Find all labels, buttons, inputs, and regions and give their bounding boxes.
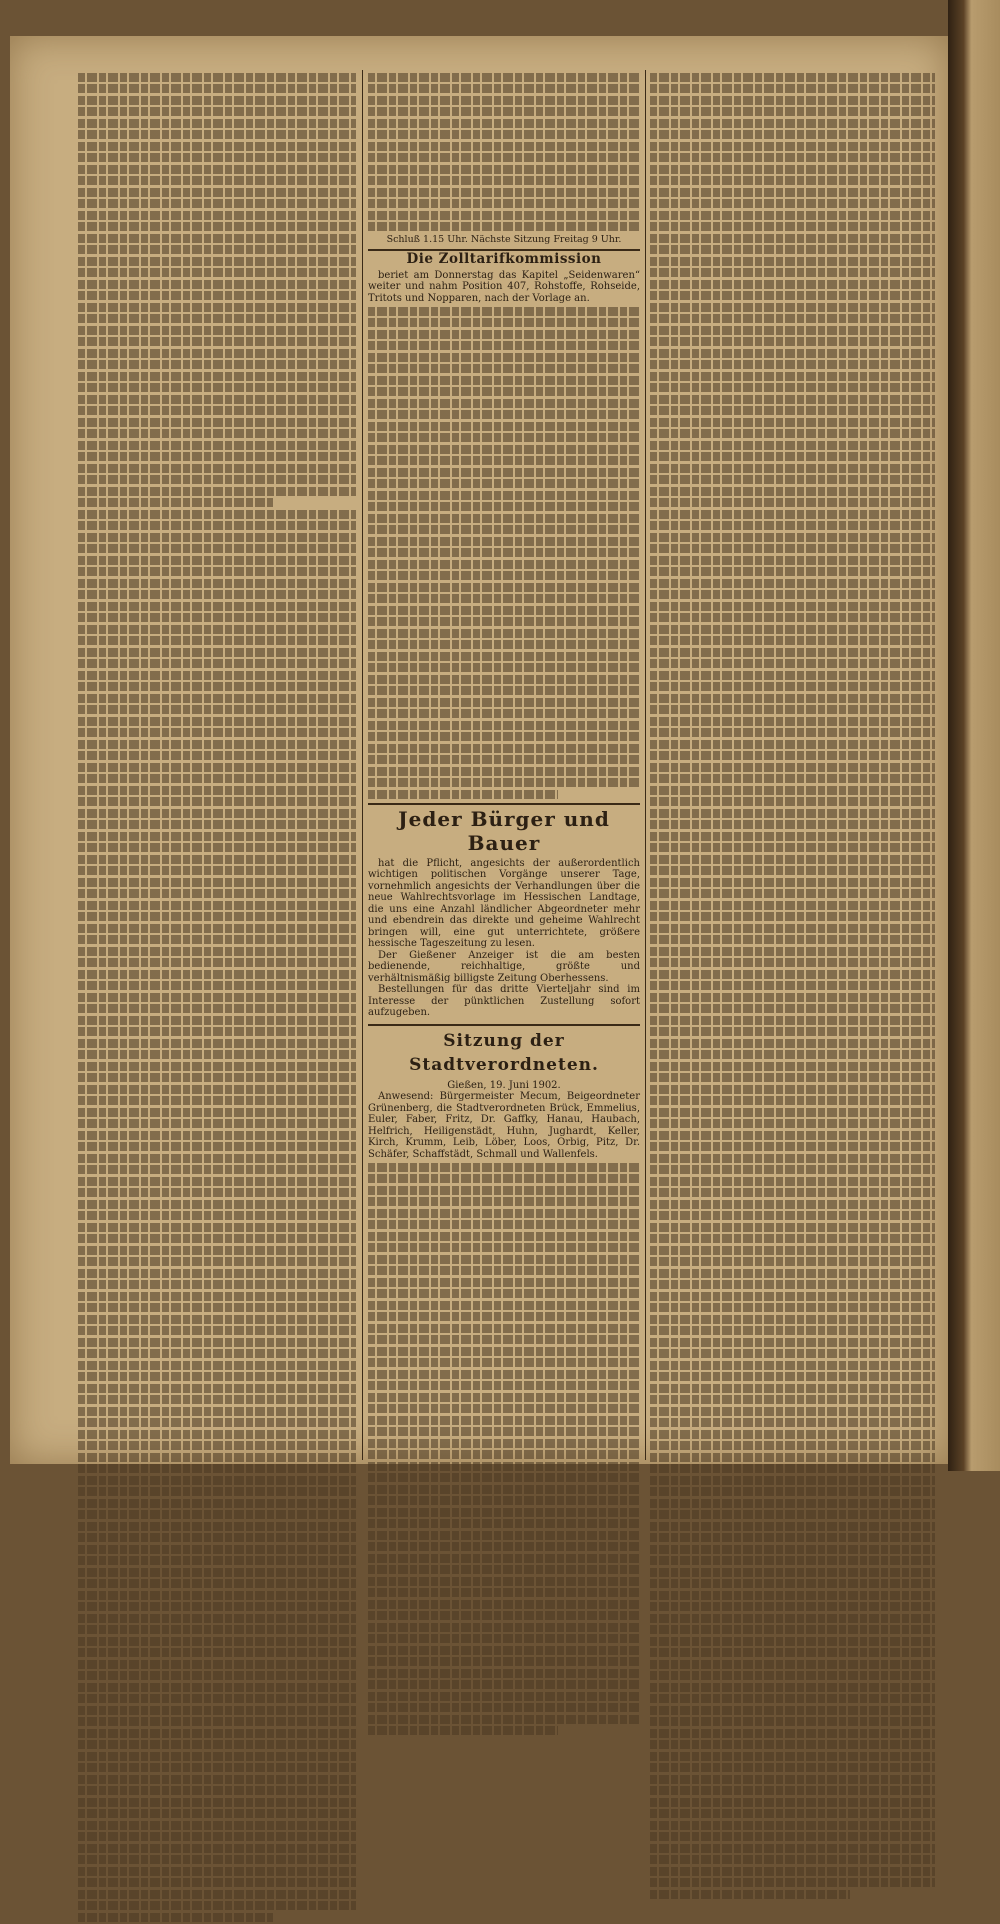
column-rule-left	[362, 70, 363, 1460]
ad-title: Jeder Bürger und Bauer	[398, 806, 610, 855]
rule	[368, 803, 640, 805]
col2-top-text	[368, 73, 640, 232]
column-3-text	[650, 73, 935, 1899]
book-edge	[948, 0, 1000, 1471]
column-1	[78, 70, 356, 1924]
column-1-text	[78, 73, 356, 1922]
sitzung-heading: Sitzung der Stadtverordneten.	[409, 1030, 599, 1075]
column-2	[368, 70, 640, 1738]
zoll-intro: beriet am Donnerstag das Kapitel „Seidenwaren“ weiter und nahm Position 407, Rohstoffe, Rohseide, Tritots und Nopparen, nach der Vorlage an.	[368, 269, 640, 304]
zoll-text	[368, 307, 640, 799]
sitzung-text	[368, 1163, 640, 1736]
sitzung-date: Gießen, 19. Juni 1902.	[447, 1079, 561, 1091]
rule	[368, 1024, 640, 1026]
ad-body-3: Bestellungen für das dritte Vierteljahr sind im Interesse der pünktlichen Zustellung sofort aufzugeben.	[368, 984, 640, 1018]
rule	[368, 249, 640, 251]
ad-body-2: Der Gießener Anzeiger ist die am besten bedienende, reichhaltige, größte und verhältnismäßig billigste Zeitung Oberhessens.	[368, 949, 640, 984]
zoll-heading: Die Zolltarifkommission	[406, 251, 602, 267]
column-3	[650, 70, 935, 1901]
column-rule-right	[645, 70, 646, 1460]
sitzung-intro: Anwesend: Bürgermeister Mecum, Beigeordneter Grünenberg, die Stadtverordneten Brück, Emmelius, Euler, Faber, Fritz, Dr. Gaffky, Hanau, Haubach, Helfrich, Heiligenstädt, Huhn, Jughardt, Keller, Kirch, Krumm, Leib, Löber, Loos, Orbig, Pitz, Dr. Schäfer, Schaffstädt, Schmall und Wallenfels.	[368, 1091, 640, 1160]
schluss-line: Schluß 1.15 Uhr. Nächste Sitzung Freitag 9 Uhr.	[386, 233, 622, 245]
ad-body: hat die Pflicht, angesichts der außerordentlich wichtigen politischen Vorgänge unserer Tage, vornehmlich angesichts der Verhandlungen über die neue Wahlrechtsvorlage im Hessischen Landtage, die uns eine Anzahl ländlicher Abgeordneter mehr und ebendrein das direkte und geheime Wahlrecht bringen will, eine gut unterrichtete, größere hessische Tageszeitung zu lesen.	[368, 857, 640, 949]
